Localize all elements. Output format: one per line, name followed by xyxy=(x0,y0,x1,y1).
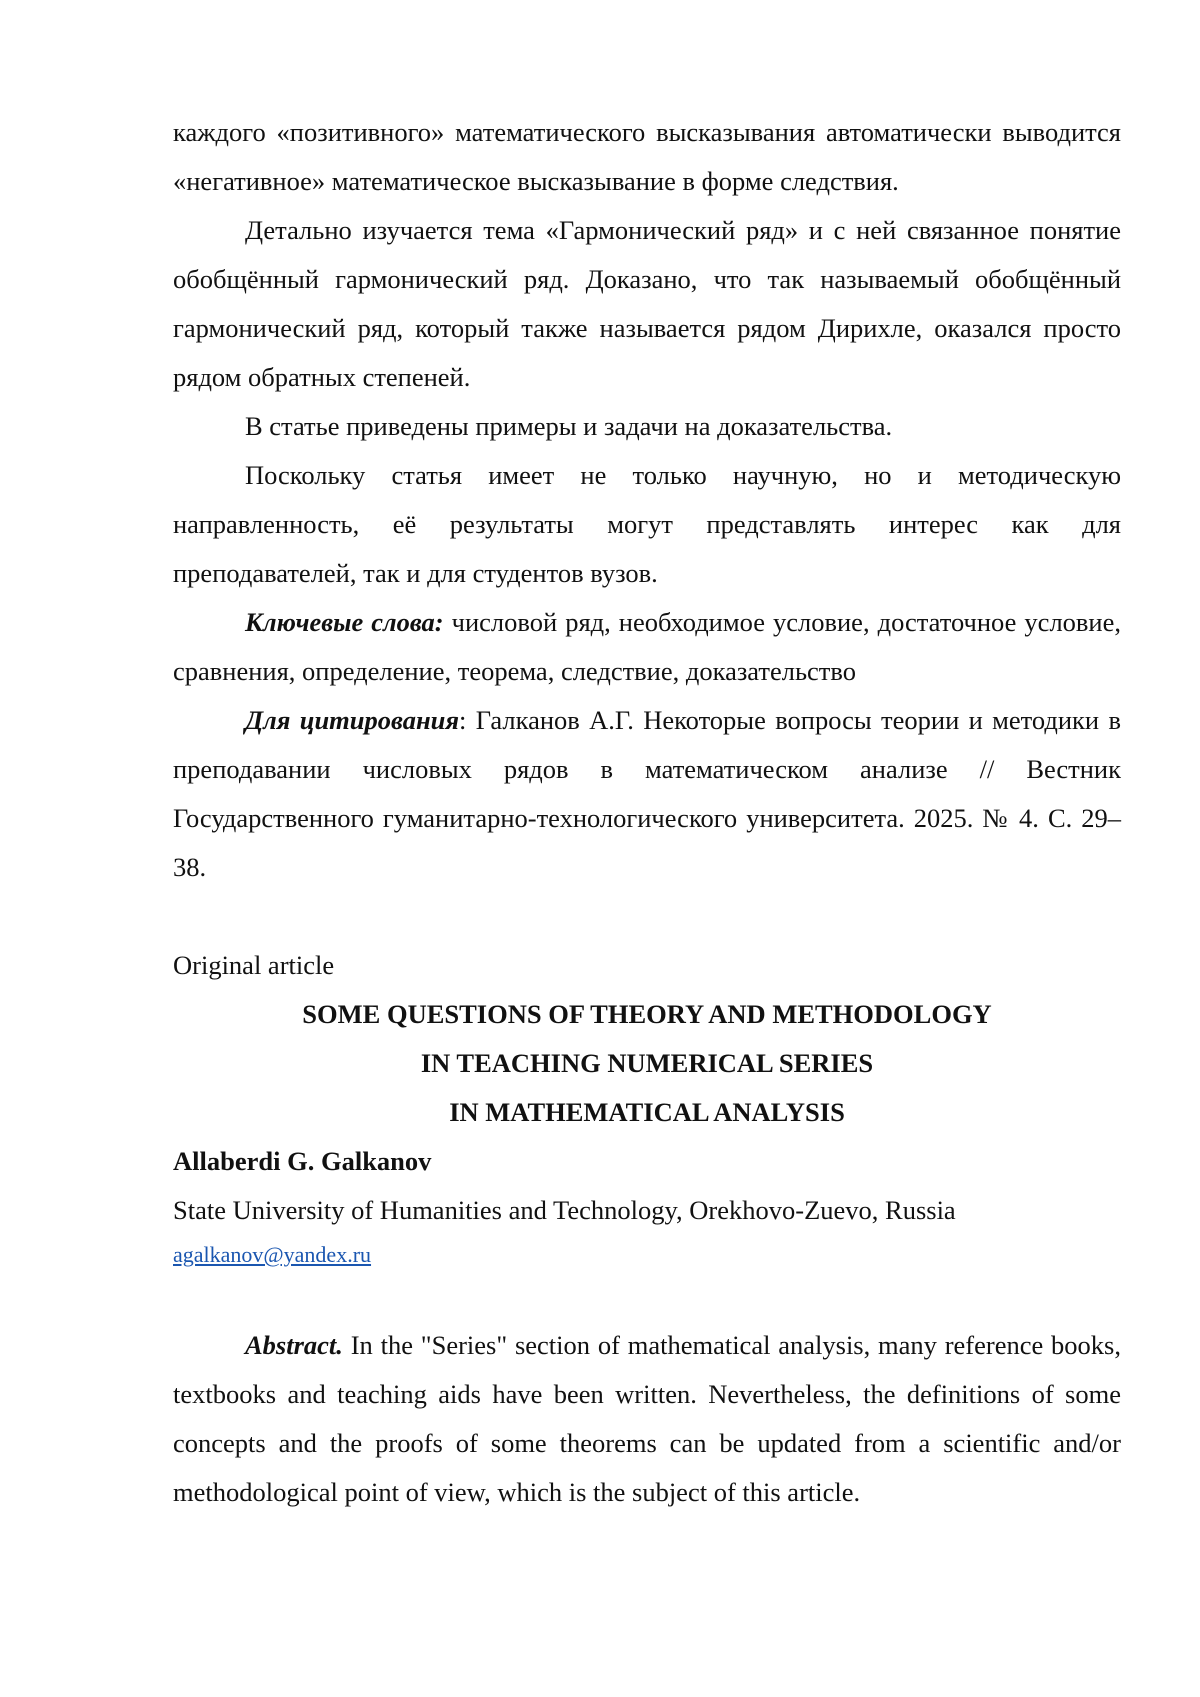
citation-label: Для цитирования xyxy=(245,705,460,735)
article-title-line-3: IN MATHEMATICAL ANALYSIS xyxy=(449,1097,845,1127)
article-title-line-1: SOME QUESTIONS OF THEORY AND METHODOLOGY xyxy=(302,999,992,1029)
author-email xyxy=(173,1235,1121,1275)
ru-paragraph-1: каждого «позитивного» математического высказывания автоматически выводится «негативное» математическое высказывание в форме следствия. xyxy=(173,117,1121,196)
citation-text: : Галканов А.Г. Некоторые вопросы теории и методики в преподавании числовых рядов в математическом анализе // Вестник Государственного гуманитарно-технологического университета. 2025. № 4. С. 29–38. xyxy=(173,705,1121,882)
ru-keywords xyxy=(173,598,1121,696)
en-abstract xyxy=(173,1321,1121,1517)
ru-paragraph-3: В статье приведены примеры и задачи на доказательства. xyxy=(245,411,893,441)
author-affiliation: State University of Humanities and Technology, Orekhovo-Zuevo, Russia xyxy=(173,1195,956,1225)
article-kind: Original article xyxy=(173,950,335,980)
abstract-text: In the "Series" section of mathematical analysis, many reference books, textbooks and teaching aids have been written. Nevertheless, the definitions of some concepts and the proofs of some theorems can be updated from a scientific and/or methodological point of view, which is the subject of this article. xyxy=(173,1330,1121,1507)
ru-paragraph-2: Детально изучается тема «Гармонический ряд» и с ней связанное понятие обобщённый гармонический ряд. Доказано, что так называемый обобщённый гармонический ряд, который также называется рядом Дирихле, оказался просто рядом обратных степеней. xyxy=(173,215,1121,392)
ru-paragraph-4: Поскольку статья имеет не только научную, но и методическую направленность, её результаты могут представлять интерес как для преподавателей, так и для студентов вузов. xyxy=(173,460,1121,588)
document-page xyxy=(173,108,1121,1517)
keywords-label: Ключевые слова: xyxy=(245,607,444,637)
ru-citation xyxy=(173,696,1121,892)
email-link[interactable]: agalkanov@yandex.ru xyxy=(173,1242,372,1267)
article-title-line-2: IN TEACHING NUMERICAL SERIES xyxy=(420,1048,874,1078)
author-name: Allaberdi G. Galkanov xyxy=(173,1146,432,1176)
keywords-text: числовой ряд, необходимое условие, достаточное условие, сравнения, определение, теорема, следствие, доказательство xyxy=(173,607,1121,686)
abstract-label: Abstract. xyxy=(245,1330,343,1360)
